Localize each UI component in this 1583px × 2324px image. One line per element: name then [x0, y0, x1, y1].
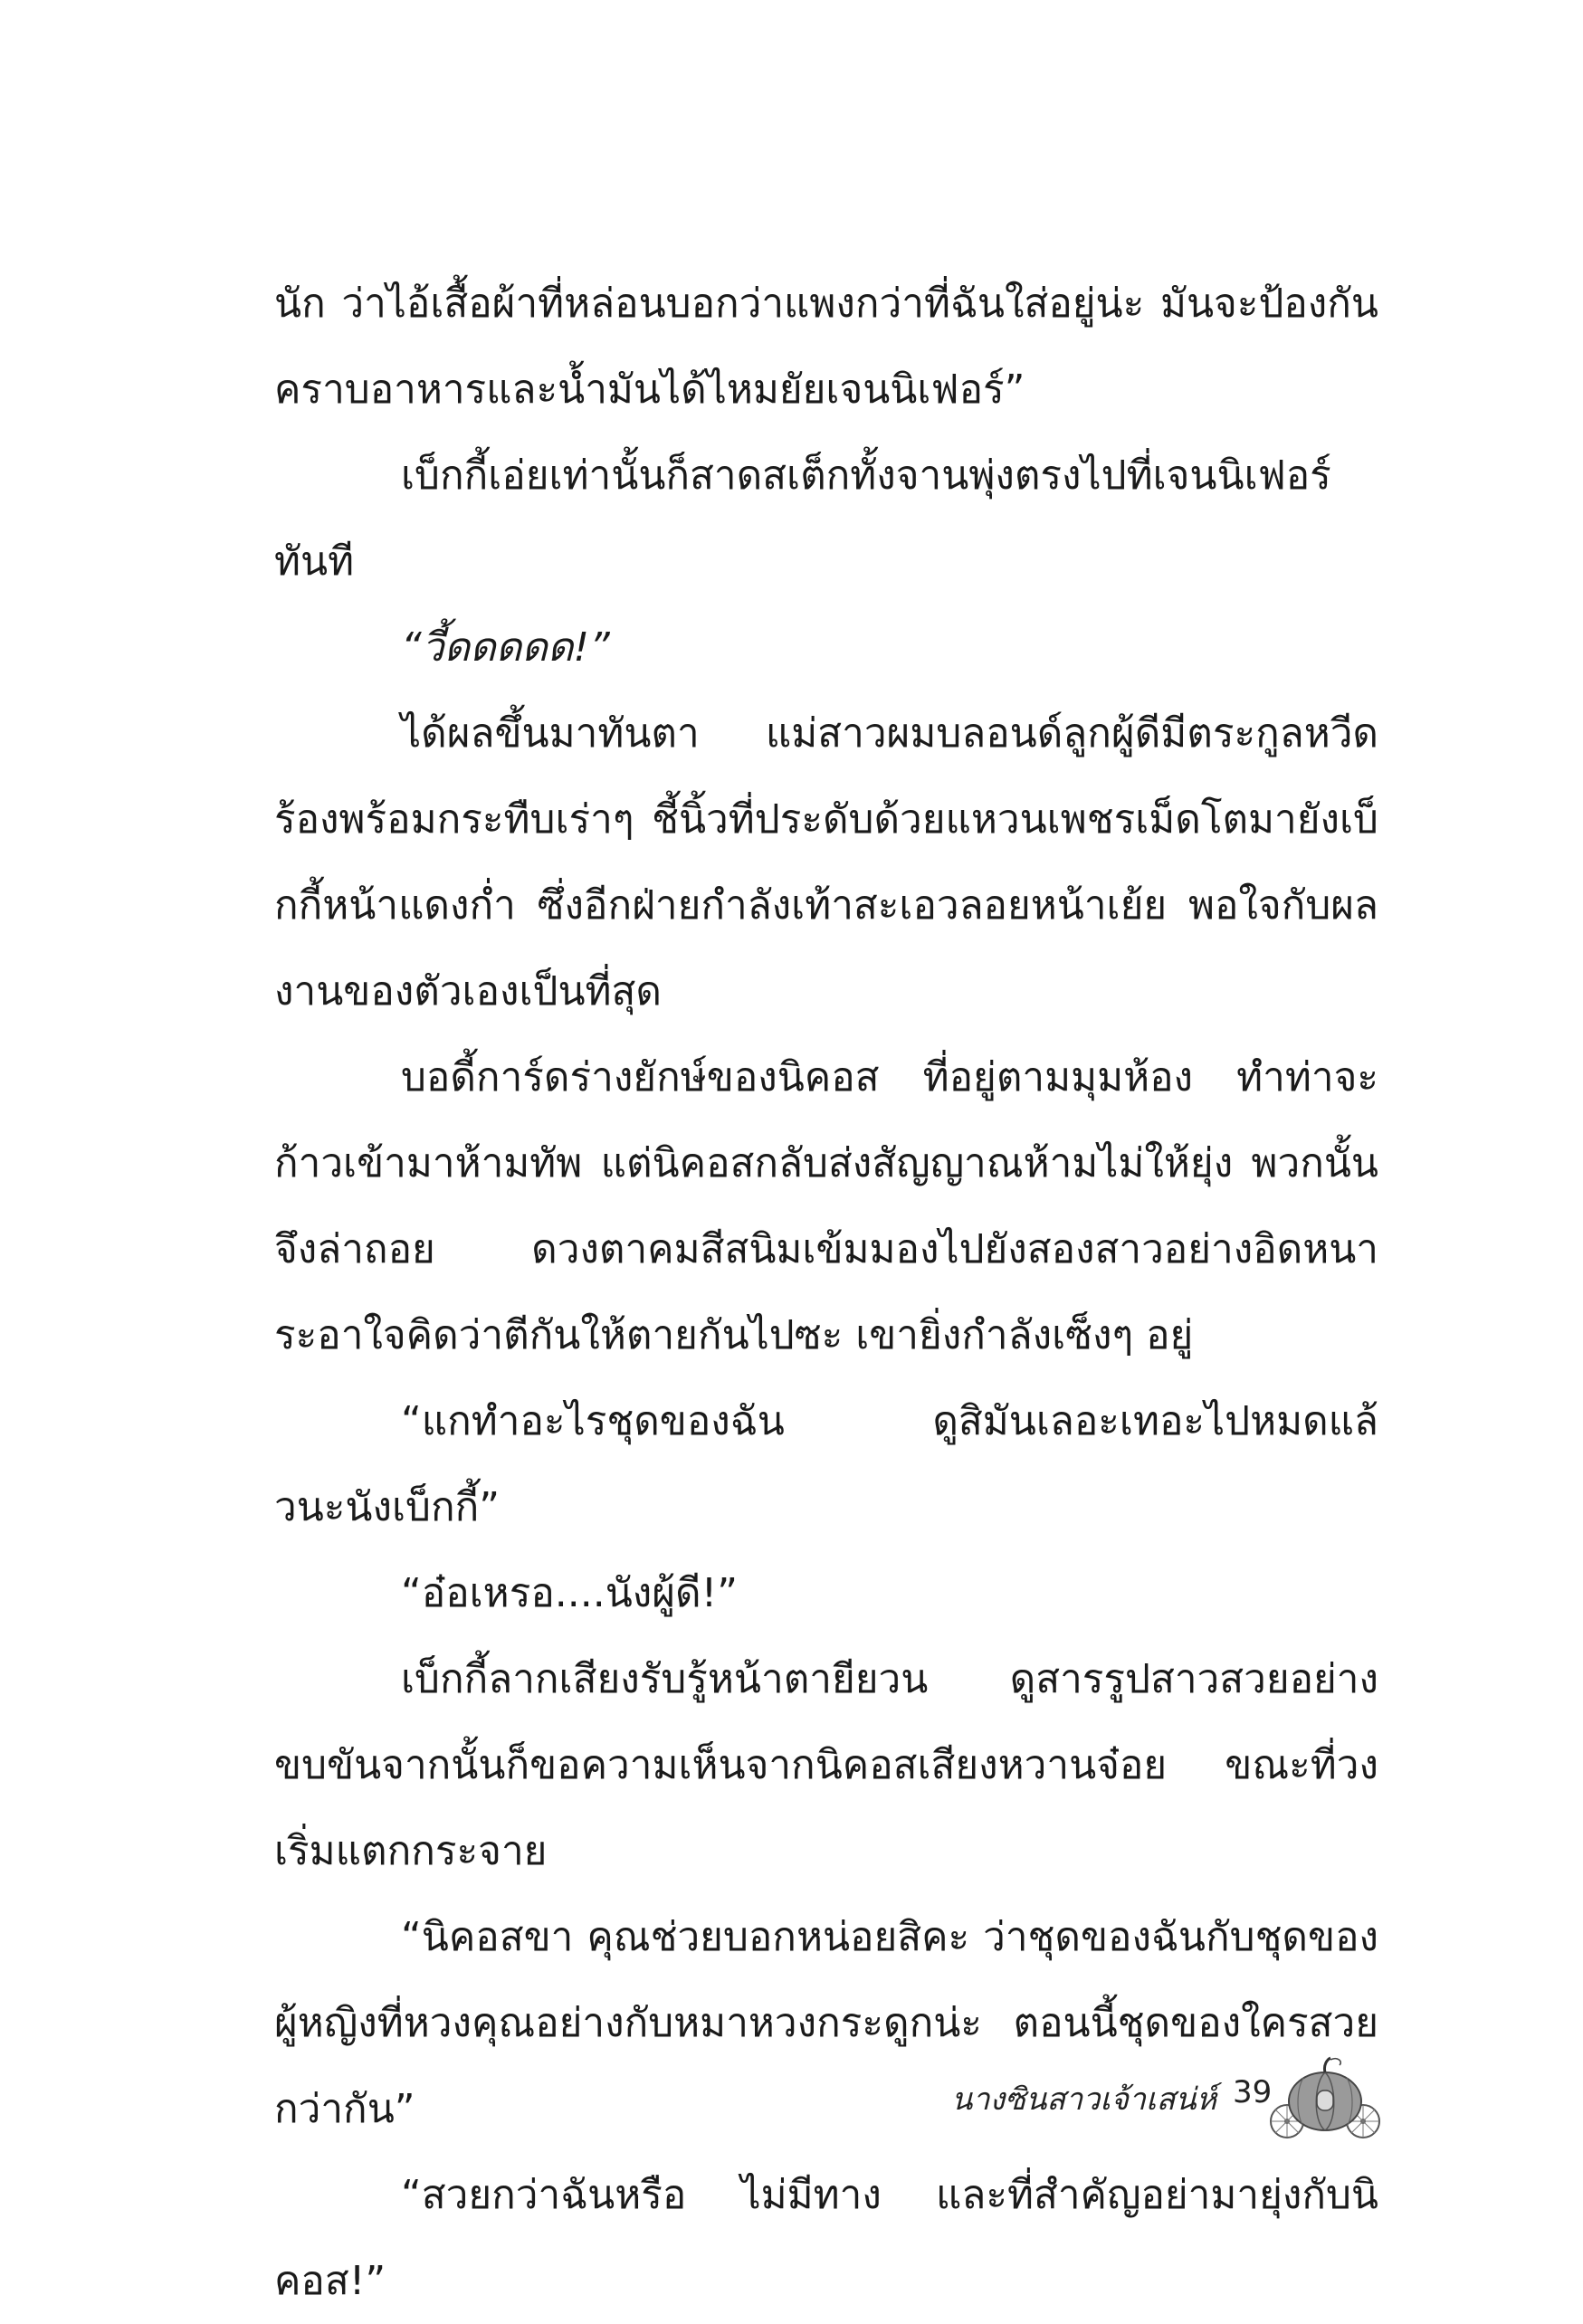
page-number: 39: [1233, 2074, 1273, 2110]
paragraph-1: นัก ว่าไอ้เสื้อผ้าที่หล่อนบอกว่าแพงกว่าที่ฉันใส่อยู่น่ะ มันจะป้องกันคราบอาหารและน้ำมันได้ไหมยัยเจนนิเฟอร์”: [274, 281, 1378, 413]
paragraph-4: ได้ผลขึ้นมาทันตา แม่สาวผมบลอนด์ลูกผู้ดีมีตระกูลหวีดร้องพร้อมกระทืบเร่าๆ ชี้นิ้วที่ประดับด้วยแหวนเพชรเม็ดโตมายังเบ็กกี้หน้าแดงก่ำ ซึ่งอีกฝ่ายกำลังเท้าสะเอวลอยหน้าเย้ย พอใจกับผลงานของตัวเองเป็นที่สุด: [274, 710, 1378, 1014]
paragraph-10: “สวยกว่าฉันหรือ ไม่มีทาง และที่สำคัญอย่ามายุ่งกับนิคอส!”: [274, 2172, 1378, 2304]
paragraph-8: เบ็กกี้ลากเสียงรับรู้หน้าตายียวน ดูสารรูปสาวสวยอย่างขบขันจากนั้นก็ขอความเห็นจากนิคอสเสียงหวานจ๋อย ขณะที่วงเริ่มแตกกระจาย: [274, 1656, 1378, 1874]
paragraph-9: “นิคอสขา คุณช่วยบอกหน่อยสิคะ ว่าชุดของฉันกับชุดของผู้หญิงที่หวงคุณอย่างกับหมาหวงกระดูกน่ะ ตอนนี้ชุดของใครสวยกว่ากัน”: [274, 1914, 1378, 2132]
paragraph-2: เบ็กกี้เอ่ยเท่านั้นก็สาดสเต็กทั้งจานพุ่งตรงไปที่เจนนิเฟอร์ทันที: [274, 452, 1331, 585]
paragraph-7: “อ๋อเหรอ....นังผู้ดี!”: [401, 1570, 739, 1616]
paragraph-5: บอดี้การ์ดร่างยักษ์ของนิคอส ที่อยู่ตามมุมห้อง ทำท่าจะก้าวเข้ามาห้ามทัพ แต่นิคอสกลับส่งสัญญาณห้ามไม่ให้ยุ่ง พวกนั้นจึงล่าถอย ดวงตาคมสีสนิมเข้มมองไปยังสองสาวอย่างอิดหนาระอาใจคิดว่าตีกันให้ตายกันไปซะ เขายิ่งกำลังเซ็งๆ อยู่: [274, 1054, 1378, 1358]
book-title: นางซินสาวเจ้าเสน่ห์: [951, 2081, 1216, 2118]
body-text: [274, 261, 1378, 2324]
pumpkin-carriage-icon: [1267, 2054, 1385, 2145]
page-footer: [0, 2054, 1583, 2163]
paragraph-3: “วี้ดดดดด!”: [401, 624, 610, 671]
paragraph-6: “แกทำอะไรชุดของฉัน ดูสิมันเลอะเทอะไปหมดแล้วนะนังเบ็กกี้”: [274, 1398, 1378, 1530]
